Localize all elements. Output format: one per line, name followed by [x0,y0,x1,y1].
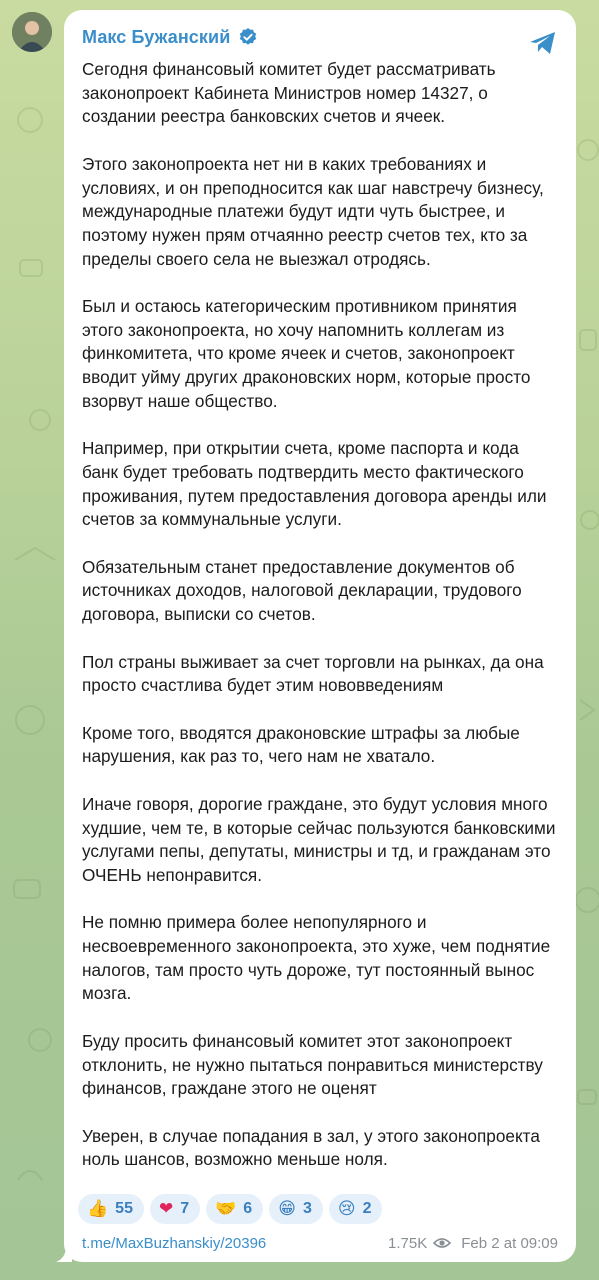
views-count: 1.75K [388,1234,428,1252]
cry-icon: 😢 [337,1199,356,1219]
author-avatar[interactable] [12,12,52,52]
message-footer [82,1232,558,1254]
reaction-count: 6 [243,1200,253,1217]
message-header [82,24,558,50]
reaction-heart[interactable] [150,1194,200,1224]
reaction-handshake[interactable] [206,1194,263,1224]
reaction-cry[interactable] [329,1194,383,1224]
reaction-count: 7 [180,1200,190,1217]
reactions-bar [78,1194,382,1224]
telegram-share-icon[interactable] [528,30,558,56]
bubble-tail [56,1246,72,1262]
thumbs-up-icon: 👍 [87,1199,109,1219]
reaction-count: 55 [115,1200,133,1217]
handshake-icon: 🤝 [215,1199,237,1219]
author-name[interactable]: Макс Бужанский [82,26,231,47]
reaction-thumbs-up[interactable] [78,1194,144,1224]
grin-icon: 😁 [278,1199,296,1219]
message-meta [388,1235,558,1252]
reaction-count: 2 [362,1200,372,1217]
reaction-count: 3 [302,1200,312,1217]
post-link[interactable]: t.me/MaxBuzhanskiy/20396 [82,1234,267,1252]
verified-badge-icon [238,27,258,47]
avatar-photo [12,12,52,52]
eye-icon [433,1237,451,1249]
message-bubble [64,10,576,1262]
reaction-grin[interactable] [269,1194,323,1224]
message-date: Feb 2 at 09:09 [461,1234,558,1252]
message-text: Сегодня финансовый комитет будет рассматривать законопроект Кабинета Министров номер 14327, о создании реестра банковских счетов и ячеек. Этого законопроекта нет ни в каких требованиях и условиях, и он преподносится как шаг навстречу бизнесу, международные платежи будут идти чуть быстрее, и поэтому нужен прям отчаянно реестр счетов тех, кто за пределы своего села не выезжал отродясь. Был и остаюсь категорическим противником принятия этого законопроекта, но хочу напомнить коллегам из финкомитета, что кроме ячеек и счетов, законопроект вводит уйму других драконовских норм, которые просто взорвут наше общество. Например, при открытии счета, кроме паспорта и кода банк будет требовать подтвердить место фактического проживания, путем предоставления договора аренды или счетов за коммунальные услуги. Обязательным станет предоставление документов об источниках доходов, налоговой декларации, трудового договора, выписки со счетов. Пол страны выживает за счет торговли на рынках, да она просто счастлива будет этим нововведениям Кроме того, вводятся драконовские штрафы за любые нарушения, как раз то, чего нам не хватало. Иначе говоря, дорогие граждане, это будут условия много худшие, чем те, в которые сейчас пользуются банковскими услугами пепы, депутаты, министры и тд, и гражданам это ОЧЕНЬ непонравится. Не помню примера более непопулярного и несвоевременного законопроекта, это хуже, чем поднятие налогов, там просто чуть дороже, тут постоянный вынос мозга. Буду просить финансовый комитет этот законопроект отклонить, не нужно пытаться понравиться министерству финансов, граждане этого не оценят Уверен, в случае попадания в зал, у этого законопроекта ноль шансов, возможно меньше ноля. [82,59,556,1170]
heart-icon: ❤ [158,1199,174,1219]
